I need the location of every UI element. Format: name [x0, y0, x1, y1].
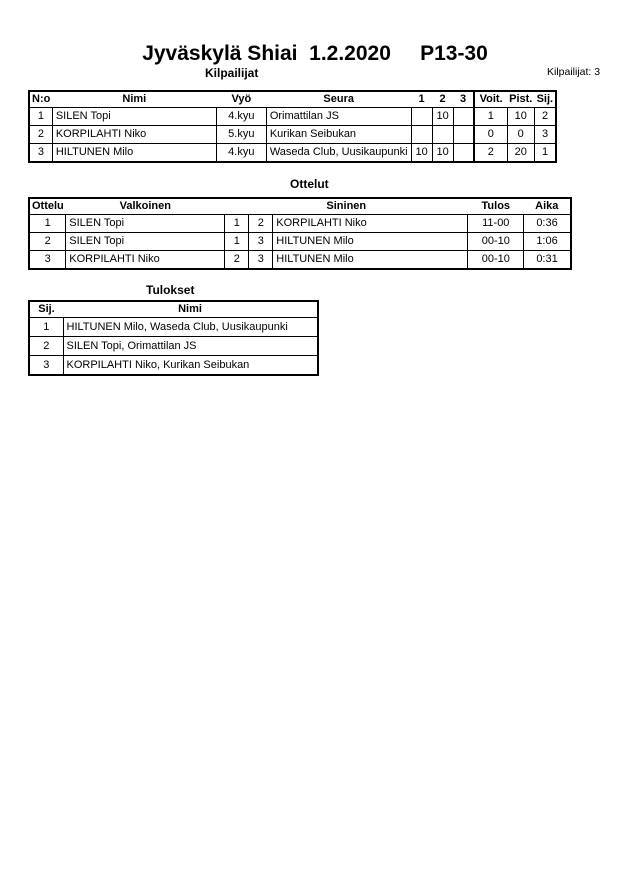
cell-blue-no: 3 [249, 251, 273, 270]
kilpailijat-table [28, 90, 557, 163]
cell-score1 [411, 126, 432, 144]
cell-score3 [453, 126, 474, 144]
cell-vyo: 5.kyu [216, 126, 266, 144]
tulokset-table [28, 300, 319, 376]
match-row [29, 215, 571, 233]
standing-row [29, 318, 318, 337]
kilpailijat-header-row [29, 91, 556, 108]
ottelut-header-row [29, 198, 571, 215]
column-header-nimi: Nimi [63, 301, 318, 318]
cell-white-no: 1 [225, 233, 249, 251]
cell-blue-name: HILTUNEN Milo [273, 233, 468, 251]
cell-tulos: 00-10 [468, 233, 524, 251]
competitor-count-label: Kilpailijat: 3 [547, 66, 601, 78]
column-header-pist: Pist. [507, 91, 534, 108]
cell-sij: 2 [534, 108, 556, 126]
cell-match-no: 2 [29, 233, 66, 251]
column-header-score3: 3 [453, 91, 474, 108]
cell-seura: Orimattilan JS [266, 108, 411, 126]
cell-sij: 3 [534, 126, 556, 144]
kilpailijat-section-title: Kilpailijat [205, 66, 259, 80]
column-header-valkoinen: Valkoinen [66, 198, 225, 215]
cell-sij: 1 [29, 318, 63, 337]
match-row [29, 251, 571, 270]
cell-nimi: SILEN Topi, Orimattilan JS [63, 337, 318, 356]
competitor-row [29, 144, 556, 163]
column-header-score1: 1 [411, 91, 432, 108]
cell-white-no: 1 [225, 215, 249, 233]
cell-score1: 10 [411, 144, 432, 163]
tulokset-section-title: Tulokset [146, 283, 195, 297]
cell-nimi: HILTUNEN Milo [52, 144, 216, 163]
cell-nimi: KORPILAHTI Niko, Kurikan Seibukan [63, 356, 318, 376]
cell-blue-no: 3 [249, 233, 273, 251]
cell-sij: 3 [29, 356, 63, 376]
ottelut-section-title: Ottelut [290, 177, 329, 191]
cell-vyo: 4.kyu [216, 144, 266, 163]
cell-white-no: 2 [225, 251, 249, 270]
cell-seura: Waseda Club, Uusikaupunki [266, 144, 411, 163]
cell-nimi: SILEN Topi [52, 108, 216, 126]
cell-no: 2 [29, 126, 52, 144]
cell-pist: 10 [507, 108, 534, 126]
cell-match-no: 3 [29, 251, 66, 270]
cell-blue-name: KORPILAHTI Niko [273, 215, 468, 233]
cell-score1 [411, 108, 432, 126]
page-title: Jyväskylä Shiai 1.2.2020 P13-30 [142, 42, 488, 65]
standing-row [29, 337, 318, 356]
column-header-ottelu: Ottelu [29, 198, 66, 215]
column-header-no: N:o [29, 91, 52, 108]
cell-aika: 1:06 [524, 233, 571, 251]
column-header-aika: Aika [524, 198, 571, 215]
cell-no: 1 [29, 108, 52, 126]
match-row [29, 233, 571, 251]
cell-white-name: KORPILAHTI Niko [66, 251, 225, 270]
cell-voit: 2 [474, 144, 507, 163]
cell-tulos: 00-10 [468, 251, 524, 270]
cell-score2: 10 [432, 144, 453, 163]
ottelut-table [28, 197, 572, 270]
cell-sij: 1 [534, 144, 556, 163]
competitor-row [29, 108, 556, 126]
cell-match-no: 1 [29, 215, 66, 233]
column-header-sij: Sij. [534, 91, 556, 108]
cell-tulos: 11-00 [468, 215, 524, 233]
cell-voit: 1 [474, 108, 507, 126]
cell-seura: Kurikan Seibukan [266, 126, 411, 144]
cell-aika: 0:36 [524, 215, 571, 233]
cell-no: 3 [29, 144, 52, 163]
cell-vyo: 4.kyu [216, 108, 266, 126]
cell-nimi: HILTUNEN Milo, Waseda Club, Uusikaupunki [63, 318, 318, 337]
competitor-row [29, 126, 556, 144]
cell-aika: 0:31 [524, 251, 571, 270]
column-header-sininen: Sininen [225, 198, 468, 215]
column-header-tulos: Tulos [468, 198, 524, 215]
cell-white-name: SILEN Topi [66, 215, 225, 233]
cell-score2: 10 [432, 108, 453, 126]
cell-blue-name: HILTUNEN Milo [273, 251, 468, 270]
standing-row [29, 356, 318, 376]
column-header-vyo: Vyö [216, 91, 266, 108]
cell-pist: 0 [507, 126, 534, 144]
cell-pist: 20 [507, 144, 534, 163]
column-header-score2: 2 [432, 91, 453, 108]
tulokset-header-row [29, 301, 318, 318]
cell-nimi: KORPILAHTI Niko [52, 126, 216, 144]
column-header-nimi: Nimi [52, 91, 216, 108]
column-header-seura: Seura [266, 91, 411, 108]
cell-sij: 2 [29, 337, 63, 356]
cell-score3 [453, 144, 474, 163]
column-header-voit: Voit. [474, 91, 507, 108]
column-header-sij: Sij. [29, 301, 63, 318]
cell-score2 [432, 126, 453, 144]
cell-score3 [453, 108, 474, 126]
cell-voit: 0 [474, 126, 507, 144]
cell-white-name: SILEN Topi [66, 233, 225, 251]
cell-blue-no: 2 [249, 215, 273, 233]
